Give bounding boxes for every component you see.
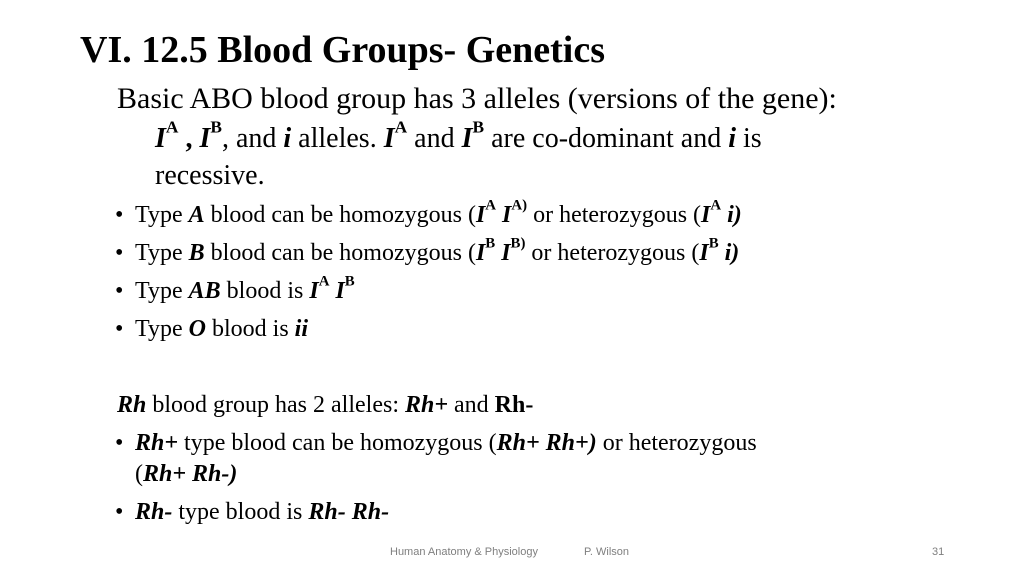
bullet-rh-positive: • Rh+ type blood can be homozygous (Rh+ Rh+) or heterozygous [115,430,757,456]
abo-recessive-line: recessive. [155,160,265,191]
abo-intro: Basic ABO blood group has 3 alleles (versions of the gene): [117,82,837,115]
bullet-type-ab: • Type AB blood is $I^A$ $I^B$ [115,273,355,304]
bullet-type-o: • Type O blood is ii [115,316,309,342]
rh-intro: Rh blood group has 2 alleles: Rh+ and Rh- [117,392,534,418]
slide-title: VI. 12.5 Blood Groups- Genetics [80,29,606,71]
footer-course: Human Anatomy & Physiology [390,546,538,558]
bullet-rh-positive-cont: (Rh+ Rh-) [135,461,238,487]
footer-author: P. Wilson [584,546,630,558]
page-number: 31 [932,546,945,558]
bullet-rh-negative: • Rh- type blood is Rh- Rh- [115,499,390,525]
bullet-type-a: • Type A blood can be homozygous ($I^A$ $I^{A)}$ or heterozygous ($I^A$ i) [115,197,742,228]
abo-alleles-line: $I^A$ , $I^B$, and i alleles. $I^A$ and $I^B$ are co-dominant and i is [155,117,762,154]
bullet-type-b: • Type B blood can be homozygous ($I^B$ $I^{B)}$ or heterozygous ($I^B$ i) [115,235,740,266]
